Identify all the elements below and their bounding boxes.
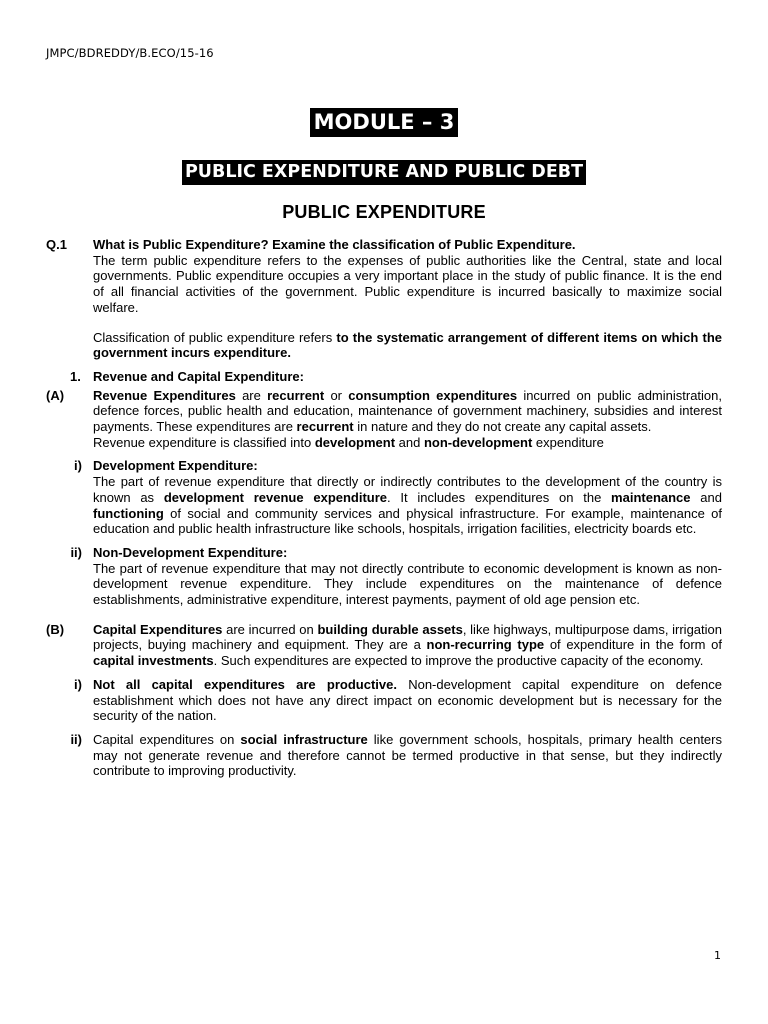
capital-expenditure-text: Capital Expenditures are incurred on building durable assets, like highways, multipurpose dams, irrigation projects, buying machinery and equipment. They are a non-recurring type of expenditure in the form of capital investments. Such expenditures are expected to improve the productive capacity of the economy. — [93, 621, 722, 669]
question-text: What is Public Expenditure? Examine the classification of Public Expenditure. — [93, 237, 576, 252]
section-b-label: (B) — [46, 621, 65, 637]
page-number: 1 — [714, 949, 721, 962]
question-label: Q.1 — [46, 237, 67, 252]
capital-productive-block — [46, 677, 722, 724]
development-expenditure-text: The part of revenue expenditure that directly or indirectly contributes to the development of the country is known as development revenue expenditure. It includes expenditures on the maintenance and functioning of social and community services and physical infrastructure. For example, maintenance of education and public health infrastructure like schools, hospitals, irrigation facilities, electricity boards etc. — [93, 474, 722, 537]
capital-expenditure-block — [46, 622, 722, 669]
section-heading: PUBLIC EXPENDITURE — [282, 202, 486, 222]
classification-paragraph: Classification of public expenditure refers to the systematic arrangement of different items on which the government incurs expenditure. — [93, 329, 722, 361]
main-title — [0, 160, 768, 185]
question-block — [46, 237, 722, 361]
document-code: JMPC/BDREDDY/B.ECO/15-16 — [46, 46, 214, 60]
module-title — [0, 108, 768, 137]
document-body — [46, 237, 722, 779]
sub-item-label: ii) — [70, 731, 82, 747]
section-a-label: (A) — [46, 387, 65, 403]
sub-item-label: i) — [74, 458, 82, 474]
sub-item-heading: Development Expenditure: — [93, 458, 258, 474]
social-infrastructure-block — [46, 732, 722, 779]
revenue-classification-text: Revenue expenditure is classified into development and non-development expenditure — [93, 434, 604, 450]
list-item-heading: Revenue and Capital Expenditure: — [93, 368, 304, 384]
sub-item-label: i) — [74, 676, 82, 692]
sub-item-heading: Non-Development Expenditure: — [93, 544, 288, 560]
main-title-text: PUBLIC EXPENDITURE AND PUBLIC DEBT — [182, 160, 586, 185]
development-expenditure-block — [46, 458, 722, 537]
module-title-text: MODULE – 3 — [310, 108, 459, 137]
list-item-1 — [46, 369, 722, 385]
list-number: 1. — [70, 368, 81, 384]
sub-item-label: ii) — [70, 544, 82, 560]
revenue-expenditure-block — [46, 388, 722, 451]
capital-productive-text: Not all capital expenditures are productive. Non-development capital expenditure on defence establishment which does not have any direct impact on economic development but is necessary for the security of the nation. — [93, 676, 722, 724]
social-infrastructure-text: Capital expenditures on social infrastructure like government schools, hospitals, primary health centers may not generate revenue and therefore cannot be termed productive in that sense, but they indirectly contribute to improving productivity. — [93, 731, 722, 779]
non-development-expenditure-text: The part of revenue expenditure that may not directly contribute to economic development is known as non-development revenue expenditure. They include expenditures on the maintenance of defence establishments, administrative expenditure, interest payments, payment of old age pension etc. — [93, 560, 722, 608]
non-development-expenditure-block — [46, 545, 722, 608]
revenue-expenditure-text: Revenue Expenditures are recurrent or consumption expenditures incurred on public administration, defence forces, public health and education, maintenance of government machinery, subsidies and interest payments. These expenditures are recurrent in nature and they do not create any capital assets. — [93, 387, 723, 435]
intro-paragraph: The term public expenditure refers to the expenses of public authorities like the Central, state and local governments. Public expenditure occupies a very important place in the study of public finance. It is the end of all financial activities of the government. Public expenditure is incurred basically to maximize social welfare. — [93, 252, 722, 315]
